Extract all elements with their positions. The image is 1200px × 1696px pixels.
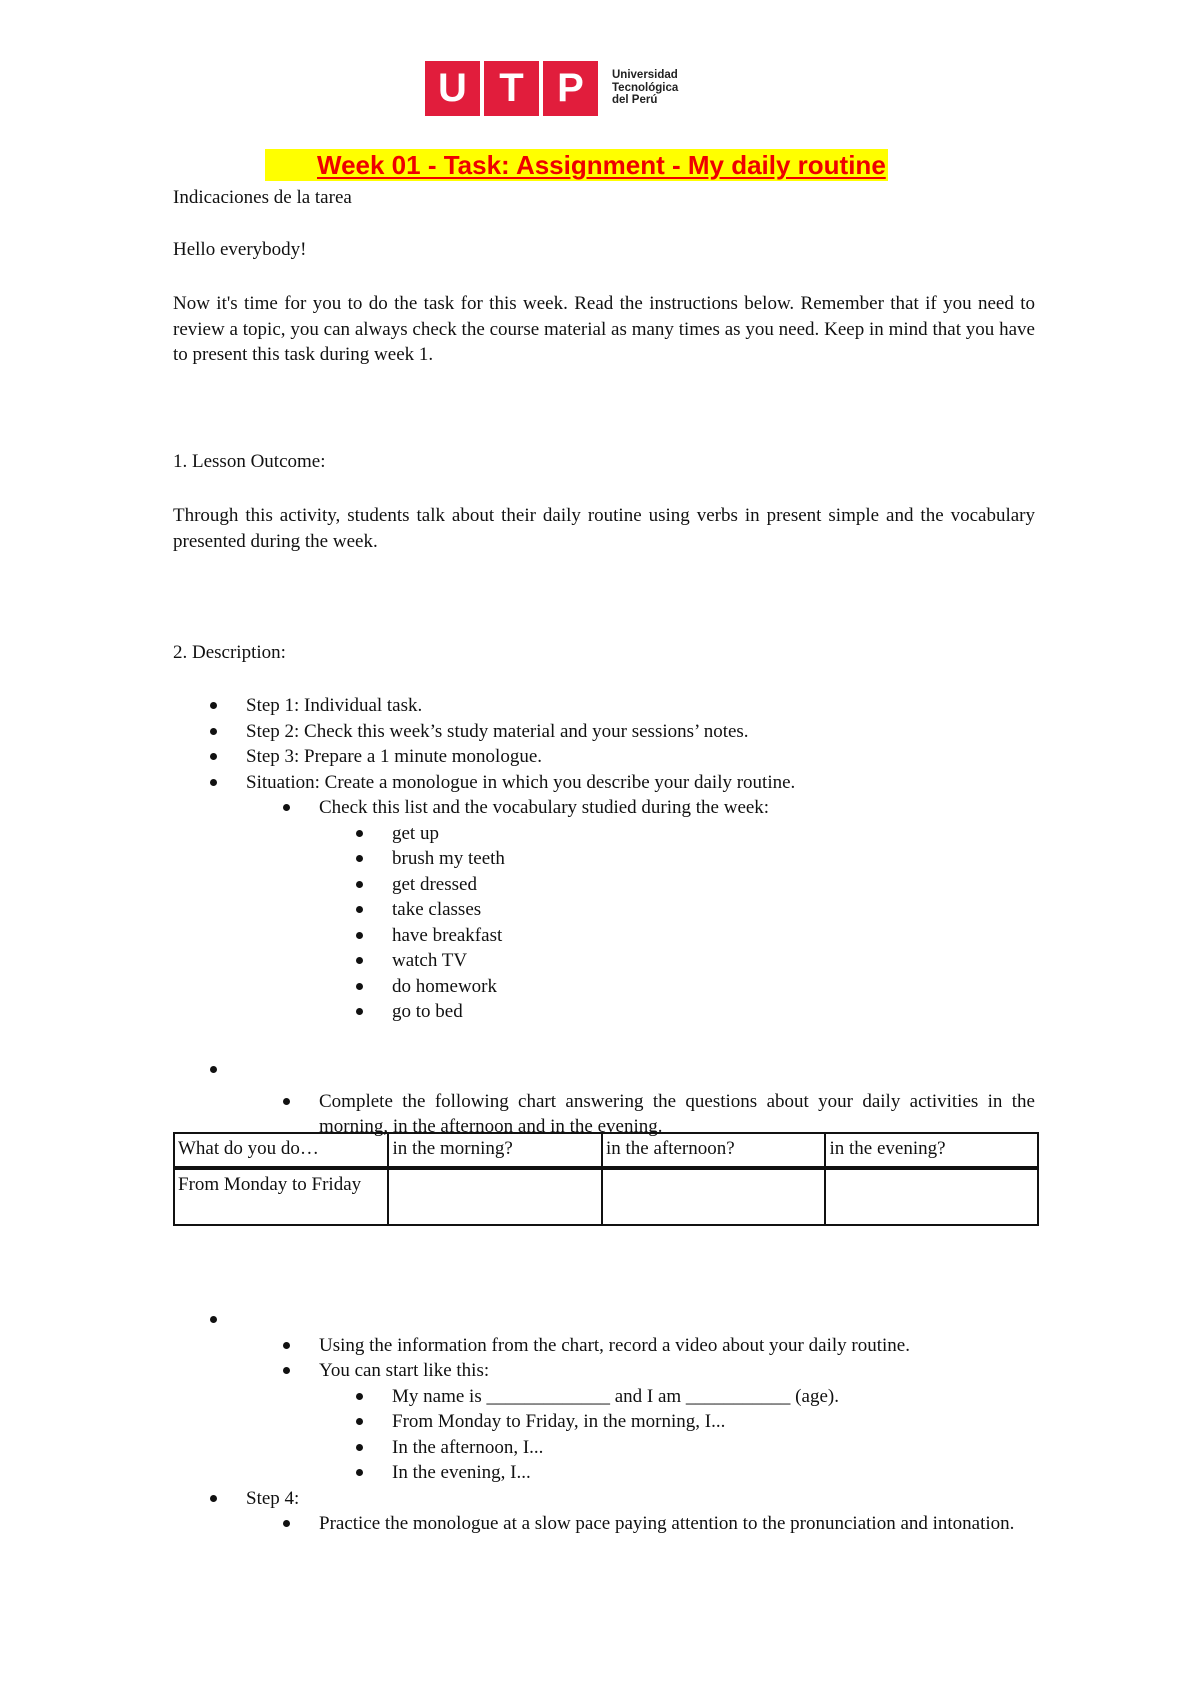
vocabulary-item	[173, 999, 1035, 1025]
lesson-outcome-heading-section	[173, 449, 1035, 475]
bullet-icon	[283, 1520, 290, 1527]
list-item	[173, 770, 1035, 796]
bullet-icon	[283, 1342, 290, 1349]
vocabulary-item	[173, 897, 1035, 923]
greeting-section	[173, 237, 1035, 263]
list-item	[173, 795, 1035, 821]
list-item	[173, 1511, 1035, 1537]
bullet-icon	[356, 932, 363, 939]
table-header-cell: in the evening?	[825, 1133, 1038, 1168]
list-item	[173, 1486, 1035, 1512]
bullet-icon	[356, 983, 363, 990]
table-row	[174, 1168, 1038, 1225]
bullet-icon	[356, 1008, 363, 1015]
bullet-icon	[283, 804, 290, 811]
bullet-icon	[356, 1393, 363, 1400]
video-section	[173, 1307, 1035, 1537]
starter-item	[173, 1409, 1035, 1435]
chart-instruction-section	[173, 1057, 1035, 1140]
vocabulary-item	[173, 846, 1035, 872]
vocabulary-text: watch TV	[392, 950, 468, 971]
utp-logo	[425, 60, 678, 116]
page-title: Week 01 - Task: Assignment - My daily routine	[265, 149, 888, 181]
routine-chart	[173, 1132, 1039, 1226]
bullet-icon	[356, 881, 363, 888]
list-item	[173, 744, 1035, 770]
vocabulary-text: do homework	[392, 975, 498, 997]
table-header-cell: in the morning?	[388, 1133, 602, 1168]
intro-paragraph: Now it's time for you to do the task for this week. Read the instructions below. Remember that if you need to review a topic, you can always check the course material as many times as you need. Keep in mind that you have to present this task during week 1.	[173, 293, 1035, 365]
bullet-icon	[210, 1495, 217, 1502]
step-text: Step 2: Check this week’s study material and your sessions’ notes.	[246, 720, 749, 742]
greeting: Hello everybody!	[173, 239, 307, 260]
video-instruction: Using the information from the chart, record a video about your daily routine.	[319, 1334, 910, 1356]
vocabulary-item	[173, 872, 1035, 898]
starter-item	[173, 1384, 1035, 1410]
table-header-cell: What do you do…	[174, 1133, 388, 1168]
starter-text: From Monday to Friday, in the morning, I...	[392, 1411, 726, 1432]
empty-list-item	[173, 1307, 1035, 1333]
step4-label: Step 4:	[246, 1487, 300, 1509]
starter-text: In the afternoon, I...	[392, 1436, 544, 1458]
lesson-outcome-text-section	[173, 503, 1035, 554]
intro-paragraph-section	[173, 291, 1035, 368]
logo-line-3: del Perú	[612, 94, 658, 107]
table-header-cell: in the afternoon?	[602, 1133, 826, 1168]
logo-letter-u: U	[425, 61, 480, 116]
empty-list-item	[173, 1057, 1035, 1083]
vocabulary-text: take classes	[392, 899, 482, 920]
list-item	[173, 1333, 1035, 1359]
description-heading-section	[173, 640, 1035, 666]
vocabulary-item	[173, 974, 1035, 1000]
vocabulary-text: brush my teeth	[392, 848, 505, 869]
bullet-icon	[283, 1098, 290, 1105]
step-text: Step 3: Prepare a 1 minute monologue.	[246, 746, 543, 767]
vocabulary-text: have breakfast	[392, 924, 503, 946]
starter-item	[173, 1460, 1035, 1486]
bullet-icon	[356, 855, 363, 862]
bullet-icon	[210, 753, 217, 760]
table-cell-morning[interactable]	[388, 1168, 602, 1225]
table-cell-afternoon[interactable]	[602, 1168, 826, 1225]
bullet-icon	[356, 1418, 363, 1425]
title-wrap	[265, 149, 945, 181]
starter-text: My name is _____________ and I am ___________ (age).	[392, 1385, 839, 1407]
subtitle: Indicaciones de la tarea	[173, 187, 352, 208]
bullet-icon	[210, 728, 217, 735]
start-intro: You can start like this:	[319, 1360, 490, 1381]
vocabulary-text: get dressed	[392, 873, 477, 895]
logo-letter-p: P	[543, 61, 598, 116]
logo-text	[612, 69, 678, 107]
bullet-icon	[356, 1444, 363, 1451]
vocabulary-text: go to bed	[392, 1001, 463, 1022]
lesson-outcome-heading: 1. Lesson Outcome:	[173, 451, 326, 472]
vocabulary-item	[173, 923, 1035, 949]
description-heading: 2. Description:	[173, 642, 286, 663]
bullet-icon	[210, 1066, 217, 1073]
logo-line-1: Universidad	[612, 69, 678, 82]
list-item	[173, 719, 1035, 745]
vocabulary-text: get up	[392, 822, 439, 844]
logo-letter-t: T	[484, 61, 539, 116]
step-text: Step 1: Individual task.	[246, 695, 423, 716]
list-item	[173, 693, 1035, 719]
step-text: Situation: Create a monologue in which you describe your daily routine.	[246, 771, 796, 793]
bullet-icon	[356, 906, 363, 913]
bullet-icon	[210, 1316, 217, 1323]
step4-text: Practice the monologue at a slow pace paying attention to the pronunciation and intonation.	[319, 1513, 1015, 1534]
bullet-icon	[356, 957, 363, 964]
bullet-icon	[283, 1367, 290, 1374]
bullet-icon	[356, 830, 363, 837]
logo-line-2: Tecnológica	[612, 81, 679, 94]
table-header-row	[174, 1133, 1038, 1168]
table-row-label: From Monday to Friday	[174, 1168, 388, 1225]
bullet-icon	[356, 1469, 363, 1476]
starter-text: In the evening, I...	[392, 1462, 531, 1483]
chart-instruction: Complete the following chart answering the questions about your daily activities in the morning, in the afternoon and in the evening.	[319, 1090, 1035, 1137]
starter-item	[173, 1435, 1035, 1461]
lesson-outcome-text: Through this activity, students talk about their daily routine using verbs in present simple and the vocabulary presented during the week.	[173, 505, 1035, 552]
list-item	[173, 1358, 1035, 1384]
bullet-icon	[210, 702, 217, 709]
table-cell-evening[interactable]	[825, 1168, 1038, 1225]
check-list-intro: Check this list and the vocabulary studied during the week:	[319, 797, 770, 818]
vocabulary-item	[173, 948, 1035, 974]
bullet-icon	[210, 779, 217, 786]
description-list	[173, 693, 1035, 1025]
intro-section	[173, 185, 1035, 211]
vocabulary-item	[173, 821, 1035, 847]
